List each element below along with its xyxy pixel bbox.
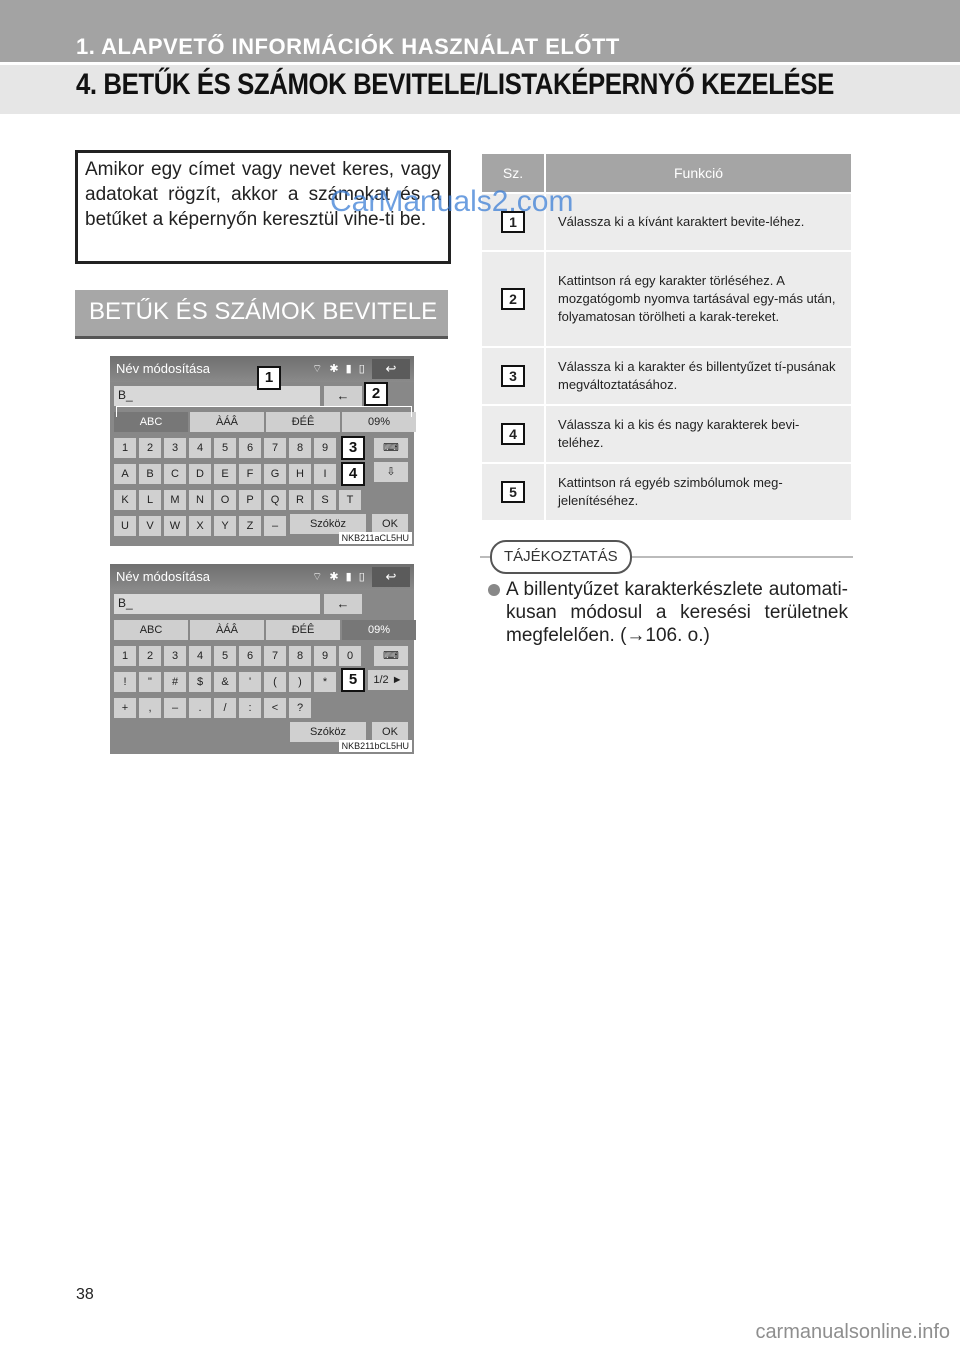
keyboard-key[interactable]: ? [289,698,311,718]
keyboard-key[interactable]: 2 [139,438,161,458]
chapter-title: 4. BETŰK ÉS SZÁMOK BEVITELE/LISTAKÉPERNYŐ KEZELÉSE [76,68,834,101]
keyboard-key[interactable]: 7 [264,438,286,458]
keyboard-key[interactable]: 2 [139,646,161,666]
keyboard-key[interactable]: 4 [189,438,211,458]
callout-1: 1 [257,366,281,390]
keyboard-key[interactable]: E [214,464,236,484]
keyboard-key[interactable]: L [139,490,161,510]
status-icons: ⌔ ✱ ▮ ▯ [312,571,367,583]
keyboard-key[interactable]: 6 [239,438,261,458]
keyboard-key[interactable]: Q [264,490,286,510]
screen-title: Név módosítása [116,569,210,584]
keyboard-key[interactable]: U [114,516,136,536]
keyboard-key[interactable]: 7 [264,646,286,666]
keyboard-key[interactable]: ! [114,672,136,692]
callout-bracket [116,406,412,417]
keyboard-key[interactable]: # [164,672,186,692]
row-number: 3 [501,365,525,387]
keyboard-tab[interactable]: ABC [114,620,188,640]
back-icon[interactable]: ↩ [372,567,410,587]
keyboard-key[interactable]: 9 [314,646,336,666]
keyboard-key[interactable]: V [139,516,161,536]
keyboard-key[interactable]: 3 [164,646,186,666]
keyboard-key[interactable]: $ [189,672,211,692]
keyboard-key[interactable]: " [139,672,161,692]
keyboard-key[interactable]: 5 [214,438,236,458]
keyboard-key[interactable]: Y [214,516,236,536]
keyboard-key[interactable]: 1 [114,438,136,458]
screen-title-bar [110,564,414,590]
info-bullet [488,578,848,647]
callout-5: 5 [341,668,365,692]
callout-2: 2 [364,382,388,406]
keyboard-key[interactable]: S [314,490,336,510]
keyboard-key[interactable]: ' [239,672,261,692]
row-number-cell [481,251,545,347]
keyboard-key[interactable]: C [164,464,186,484]
row-number-cell [481,347,545,405]
row-text: Válassza ki a kis és nagy karakterek bevi-teléhez. [545,405,852,463]
keyboard-key[interactable]: 8 [289,646,311,666]
bullet-text: A billentyűzet karakterkészlete automati-kusan módosul a keresési területnek megfelelően. (→106. o.) [506,579,848,646]
bullet-icon [488,584,500,596]
info-label: TÁJÉKOZTATÁS [490,540,632,574]
backspace-key[interactable]: ← [324,594,362,614]
text-input-field[interactable] [114,386,320,406]
ok-key[interactable]: OK [372,722,408,742]
keyboard-key[interactable]: 0 [339,646,361,666]
keyboard-key[interactable]: P [239,490,261,510]
figure-caption: NKB211aCL5HU [339,532,412,544]
section-title: 1. ALAPVETŐ INFORMÁCIÓK HASZNÁLAT ELŐTT [76,34,620,59]
header-divider [0,62,960,65]
keyboard-key[interactable]: A [114,464,136,484]
keyboard-key[interactable]: N [189,490,211,510]
keyboard-key[interactable]: 3 [164,438,186,458]
keyboard-key[interactable]: / [214,698,236,718]
keyboard-key[interactable]: – [264,516,286,536]
table-row [481,463,852,521]
keyboard-key[interactable]: K [114,490,136,510]
callout-3: 3 [341,436,365,460]
keyboard-key[interactable]: & [214,672,236,692]
row-number-cell [481,405,545,463]
column-header-no: Sz. [481,153,545,193]
keyboard-key[interactable]: 5 [214,646,236,666]
keyboard-key[interactable]: T [339,490,361,510]
keyboard-tab[interactable]: 09% [342,620,416,640]
status-icons: ⌔ ✱ ▮ ▯ [312,363,367,375]
shift-icon[interactable]: ⇩ [374,462,408,482]
keyboard-key[interactable]: W [164,516,186,536]
keyboard-key[interactable]: . [189,698,211,718]
table-row [481,347,852,405]
keyboard-key[interactable]: I [314,464,336,484]
intro-box: Amikor egy címet vagy nevet keres, vagy adatokat rögzít, akkor a számokat és a betűket a képernyőn keresztül vihe-ti be. [75,150,451,264]
column-header-function: Funkció [545,153,852,193]
text-input-field[interactable] [114,594,320,614]
subsection-header [75,290,448,339]
ok-key[interactable]: OK [372,514,408,534]
keyboard-key[interactable]: O [214,490,236,510]
keyboard-key[interactable]: 4 [189,646,211,666]
subsection-title: BETŰK ÉS SZÁMOK BEVITELE [89,298,438,325]
watermark-top: CarManuals2.com [330,185,574,218]
backspace-key[interactable]: ← [324,386,362,406]
keyboard-key[interactable]: 1 [114,646,136,666]
keyboard-key[interactable]: ( [264,672,286,692]
keyboard-key[interactable]: * [314,672,336,692]
row-text: Válassza ki a karakter és billentyűzet tí-pusának megváltoztatásához. [545,347,852,405]
keyboard-tab[interactable]: 09% [342,412,416,432]
screen-title: Név módosítása [116,361,210,376]
row-number: 1 [501,211,525,233]
callout-4: 4 [341,462,365,486]
keyboard-tab[interactable]: ÀÁÂ [190,620,264,640]
row-text: Kattintson rá egy karakter törléséhez. A mozgatógomb nyomva tartásával egy-más után, folyamatosan törölheti a karak-tereket. [545,251,852,347]
back-icon[interactable]: ↩ [372,359,410,379]
keyboard-key[interactable]: < [264,698,286,718]
keyboard-tab[interactable]: ÀÁÂ [190,412,264,432]
keyboard-tab[interactable]: ABC [114,412,188,432]
keyboard-key[interactable]: M [164,490,186,510]
keyboard-key[interactable]: 9 [314,438,336,458]
row-number: 4 [501,423,525,445]
keyboard-key[interactable]: X [189,516,211,536]
keyboard-key[interactable]: , [139,698,161,718]
keyboard-key[interactable]: R [289,490,311,510]
row-number-cell [481,463,545,521]
keyboard-key[interactable]: + [114,698,136,718]
keyboard-key[interactable]: G [264,464,286,484]
keyboard-tab[interactable]: ĐÉÊ [266,412,340,432]
table-row [481,251,852,347]
row-number: 2 [501,288,525,310]
keyboard-icon[interactable]: ⌨ [374,646,408,666]
keyboard-screenshot-symbols [110,564,414,754]
keyboard-key[interactable]: Z [239,516,261,536]
keyboard-key[interactable]: ) [289,672,311,692]
keyboard-key[interactable]: 8 [289,438,311,458]
input-value: B_ [118,388,133,402]
keyboard-key[interactable]: 6 [239,646,261,666]
row-text: Kattintson rá egyéb szimbólumok meg-jelenítéséhez. [545,463,852,521]
keyboard-icon[interactable]: ⌨ [374,438,408,458]
keyboard-key[interactable]: F [239,464,261,484]
figure-caption: NKB211bCL5HU [339,740,412,752]
keyboard-key[interactable]: : [239,698,261,718]
input-value: B_ [118,596,133,610]
space-key[interactable]: Szóköz [290,722,366,742]
watermark-bottom: carmanualsonline.info [755,1321,950,1343]
page-header [0,0,960,114]
keyboard-key[interactable]: H [289,464,311,484]
keyboard-key[interactable]: – [164,698,186,718]
page-key[interactable]: 1/2 ► [368,670,408,690]
space-key[interactable]: Szóköz [290,514,366,534]
keyboard-key[interactable]: B [139,464,161,484]
row-number: 5 [501,481,525,503]
row-text: Válassza ki a kívánt karaktert bevite-léhez. [545,193,852,251]
keyboard-tab[interactable]: ĐÉÊ [266,620,340,640]
table-row [481,405,852,463]
keyboard-key[interactable]: D [189,464,211,484]
page-number: 38 [76,1286,94,1303]
